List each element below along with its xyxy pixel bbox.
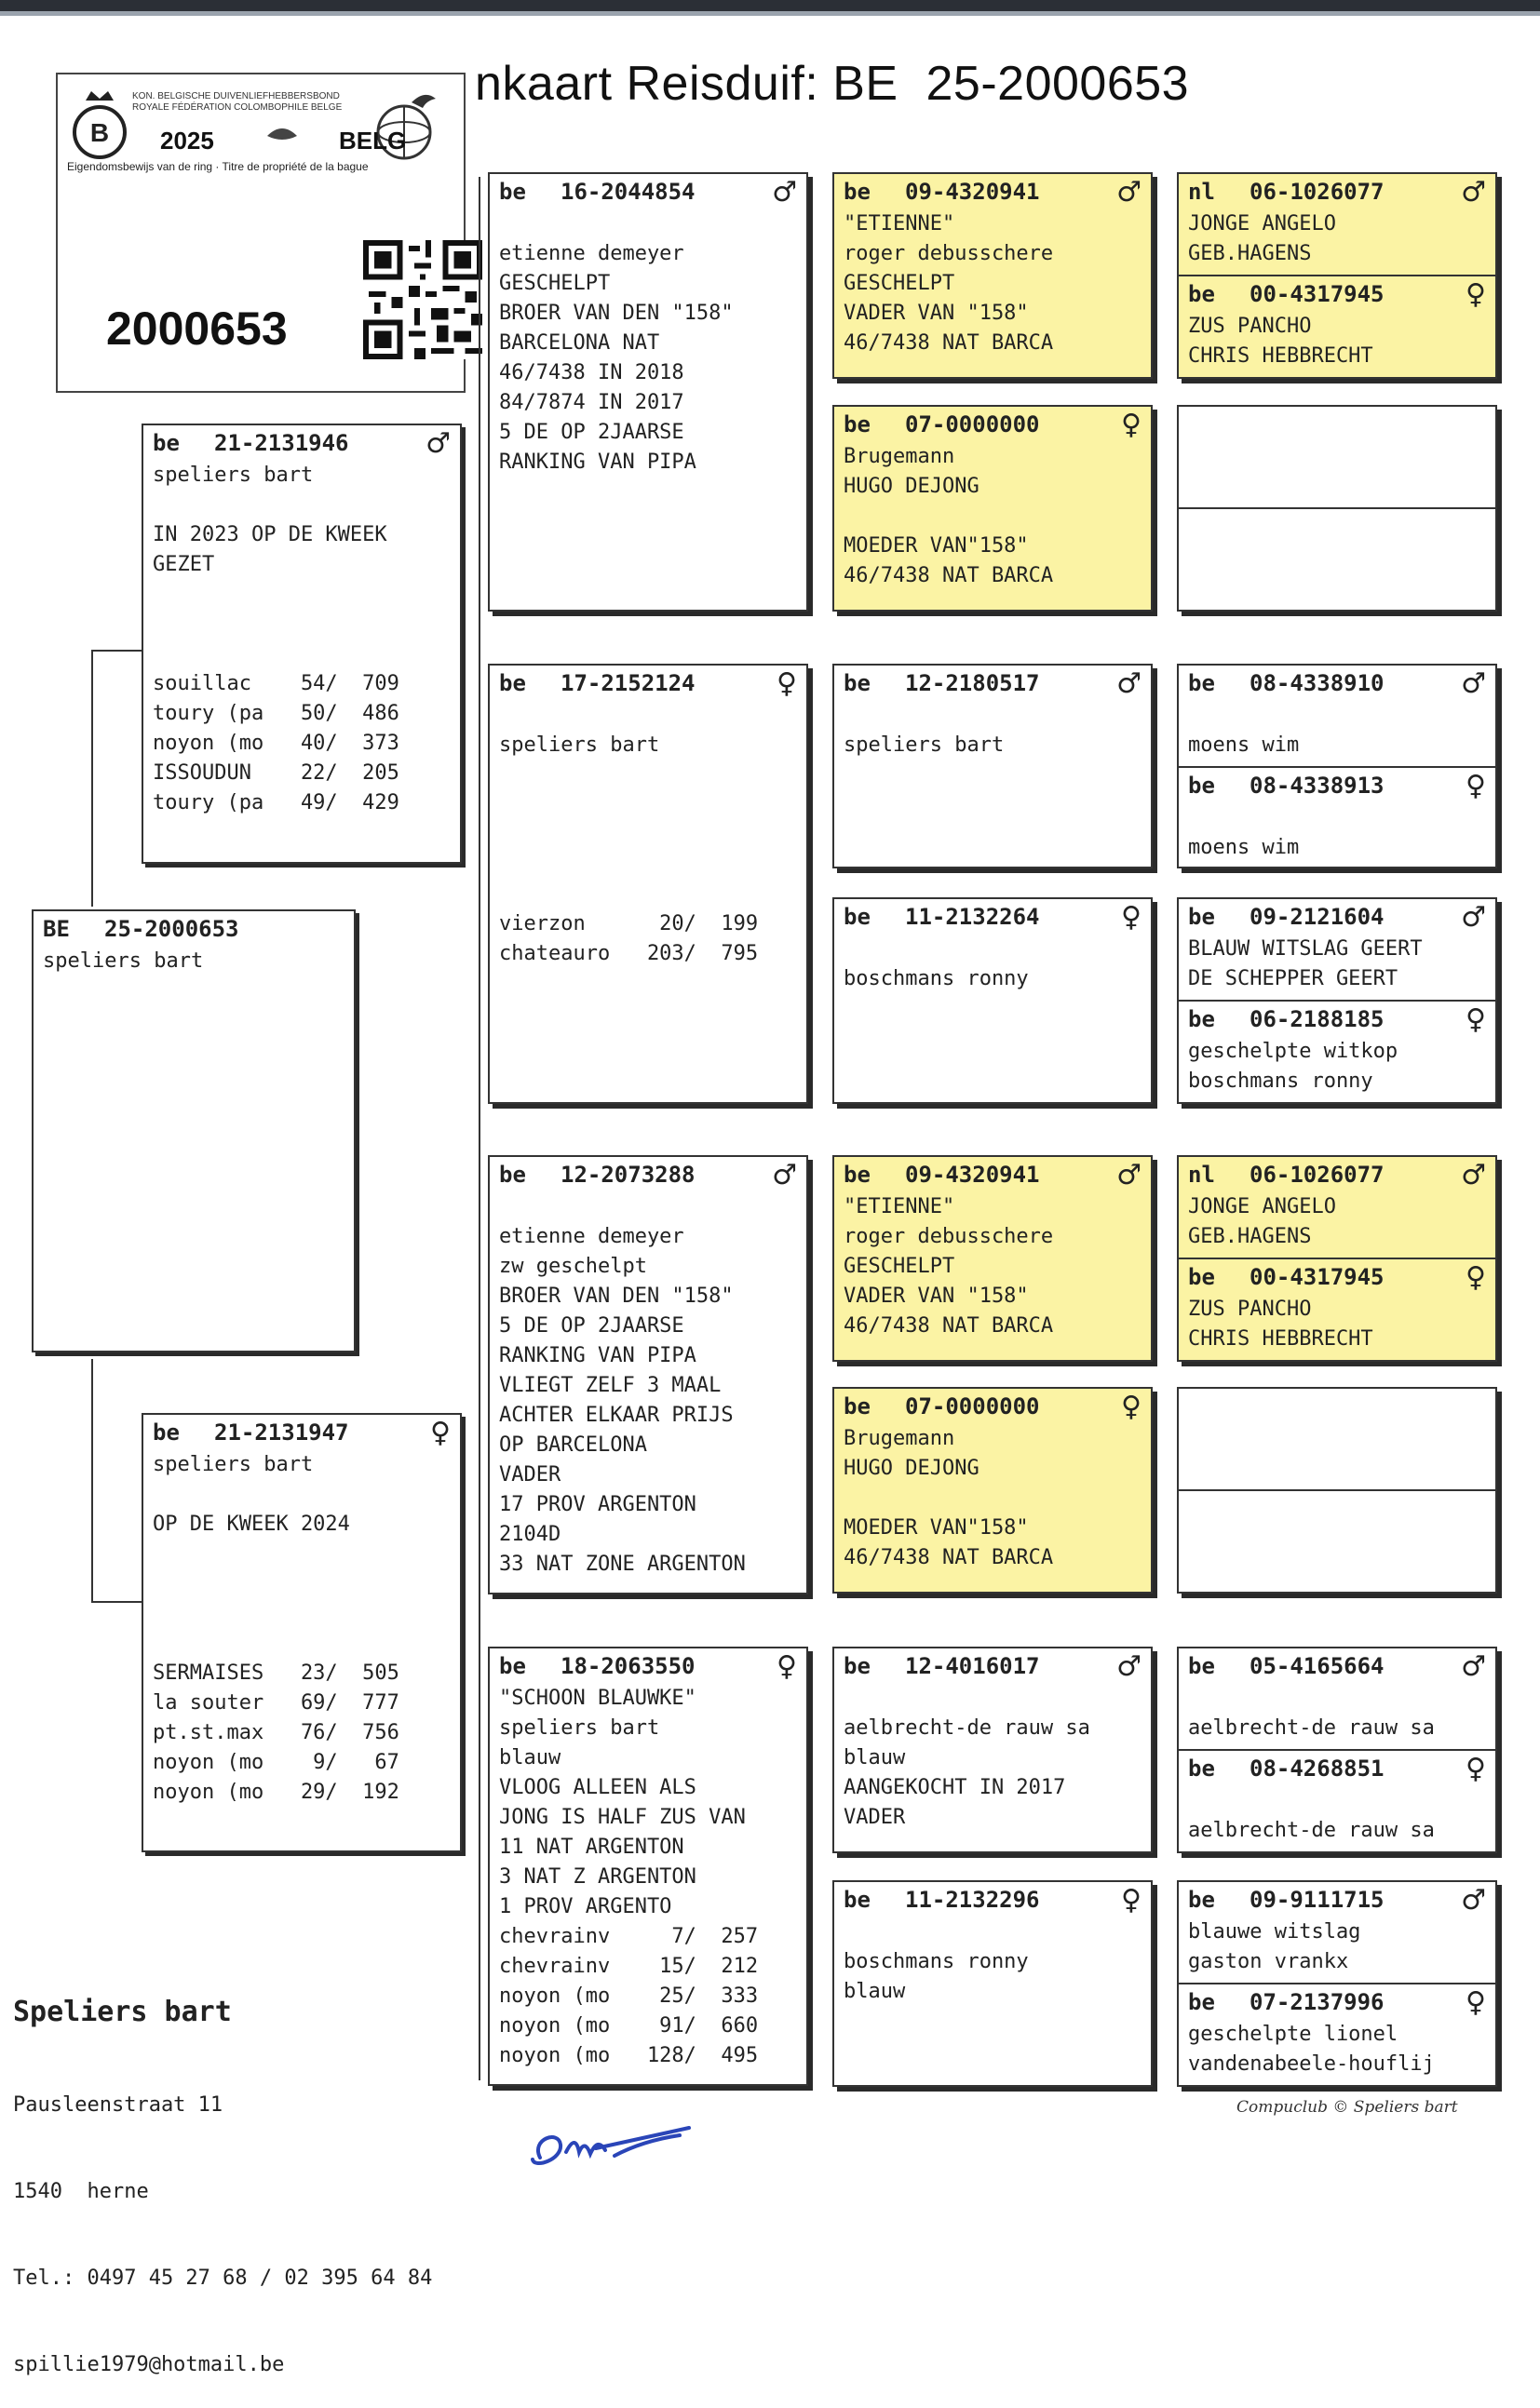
bracket-line [91,650,93,907]
ring-number: 00-4317945 [1250,1264,1385,1290]
pigeon-notes: BLAUW WITSLAG GEERT DE SCHEPPER GEERT [1188,937,1423,990]
male-symbol-icon: ♂ [1461,1883,1486,1917]
female-symbol-icon: ♀ [1466,1985,1486,2019]
pedigree-subject[interactable]: BE 25-2000653 speliers bart [32,909,356,1352]
card-ring-number: 2000653 [106,303,288,355]
pigeon-notes: JONGE ANGELO GEB.HAGENS [1188,212,1336,265]
scan-top-edge-shade [0,11,1540,16]
female-symbol-icon: ♀ [1121,1883,1141,1917]
owner-address [13,1934,432,2408]
male-symbol-icon: ♂ [1461,1649,1486,1683]
ring-number: 06-1026077 [1250,1162,1385,1188]
ancestor-pair-box[interactable]: be 09-2121604 ♂ BLAUW WITSLAG GEERT DE SCHEPPER GEERT be 06-2188185 ♀ geschelpte witkop boschmans ronny [1177,897,1497,1104]
scan-top-edge [0,0,1540,11]
female-symbol-icon: ♀ [1466,769,1486,802]
pigeon-notes: moens wim [1188,733,1300,757]
male-symbol-icon: ♂ [772,175,797,209]
male-symbol-icon: ♂ [1461,175,1486,209]
ring-number: 18-2063550 [561,1653,696,1679]
male-symbol-icon: ♂ [1116,1649,1141,1683]
bracket-line [479,1150,480,2080]
pigeon-notes: geschelpte witkop boschmans ronny [1188,1040,1398,1093]
ring-number: 16-2044854 [561,179,696,205]
ring-number: 12-2073288 [561,1162,696,1188]
pigeon-notes: speliers bart vierzon 20/ 199 chateauro 203/ 795 [499,733,759,965]
qr-code-icon [363,240,482,359]
ring-ownership-card [56,73,466,393]
great-grandparent-box[interactable]: be 12-2180517 ♂ speliers bart [832,664,1153,868]
ring-number: 12-2180517 [905,670,1040,696]
ring-number: 25-2000653 [104,916,239,942]
ancestor-pair-box-empty[interactable] [1177,405,1497,612]
pigeon-notes: speliers bart [43,949,204,973]
pigeon-notes: "ETIENNE" roger debusschere GESCHELPT VADER VAN "158" 46/7438 NAT BARCA [844,1195,1054,1338]
ring-number: 21-2131947 [214,1419,349,1446]
female-symbol-icon: ♀ [1121,900,1141,934]
signature-icon [521,2111,708,2175]
bracket-line [91,1601,142,1603]
grandparent-box[interactable]: be 12-2073288 ♂ etienne demeyer zw geschelpt BROER VAN DEN "158" 5 DE OP 2JAARSE RANKING VAN PIPA VLIEGT ZELF 3 MAAL ACHTER ELKAAR PRIJS OP BARCELONA VADER 17 PROV ARGENTON 2104D 33 NAT ZONE ARGENTON [488,1155,808,1594]
ring-number: 12-4016017 [905,1653,1040,1679]
ring-number: 11-2132296 [905,1887,1040,1913]
federation-name: KON. BELGISCHE DUIVENLIEFHEBBERSBOND ROYALE FÉDÉRATION COLOMBOPHILE BELGE [132,91,343,113]
ancestor-pair-box[interactable]: be 09-9111715 ♂ blauwe witslag gaston vrankx be 07-2137996 ♀ geschelpte lionel vandenabeele-houflij [1177,1880,1497,2087]
pigeon-notes: ZUS PANCHO CHRIS HEBBRECHT [1188,315,1373,368]
pigeon-notes: etienne demeyer GESCHELPT BROER VAN DEN "158" BARCELONA NAT 46/7438 IN 2018 84/7874 IN 2017 5 DE OP 2JAARSE RANKING VAN PIPA [499,242,734,474]
female-symbol-icon: ♀ [430,1416,451,1449]
pedigree-dam[interactable]: be 21-2131947 ♀ speliers bart OP DE KWEEK 2024 SERMAISES 23/ 505 la souter 69/ 777 pt.st.max 76/ 756 noyon (mo 9/ 67 noyon (mo 29/ 192 [142,1413,462,1852]
pigeon-notes: ZUS PANCHO CHRIS HEBBRECHT [1188,1298,1373,1351]
ancestor-pair-box[interactable]: be 08-4338910 ♂ moens wim be 08-4338913 ♀ moens wim [1177,664,1497,868]
ancestor-pair-box[interactable]: nl 06-1026077 ♂ JONGE ANGELO GEB.HAGENS be 00-4317945 ♀ ZUS PANCHO CHRIS HEBBRECHT [1177,1155,1497,1362]
pigeon-notes: boschmans ronny blauw [844,1950,1029,2003]
pigeon-notes: "SCHOON BLAUWKE" speliers bart blauw VLOOG ALLEEN ALS JONG IS HALF ZUS VAN 11 NAT ARGENTON 3 NAT Z ARGENTON 1 PROV ARGENTO chevrainv 7/ 257 chevrainv 15/ 212 noyon (mo 25/ 333 noyon (mo 91/ 660 noyon (mo 128/ 495 [499,1687,759,2067]
footer-credit: Compuclub © Speliers bart [1236,2098,1458,2117]
ring-number: 09-9111715 [1250,1887,1385,1913]
ownership-text: Eigendomsbewijs van de ring · Titre de propriété de la bague [67,160,369,173]
ring-number: 05-4165664 [1250,1653,1385,1679]
ring-number: 21-2131946 [214,430,349,456]
female-symbol-icon: ♀ [1466,1002,1486,1036]
pigeon-notes: JONGE ANGELO GEB.HAGENS [1188,1195,1336,1248]
pigeon-notes: "ETIENNE" roger debusschere GESCHELPT VADER VAN "158" 46/7438 NAT BARCA [844,212,1054,355]
card-year: 2025 [160,127,214,155]
pigeon-notes: aelbrecht-de rauw sa [1188,1819,1435,1842]
ring-number: 09-4320941 [905,1162,1040,1188]
owner-street: Pausleenstraat 11 [13,2093,223,2117]
male-symbol-icon: ♂ [772,1158,797,1191]
ring-number: 11-2132264 [905,904,1040,930]
bracket-line [91,650,142,652]
great-grandparent-box[interactable]: be 09-4320941 ♂ "ETIENNE" roger debusschere GESCHELPT VADER VAN "158" 46/7438 NAT BARCA [832,172,1153,379]
ring-number: 07-2137996 [1250,1989,1385,2015]
male-symbol-icon: ♂ [1116,666,1141,700]
pigeon-notes: aelbrecht-de rauw sa blauw AANGEKOCHT IN 2017 VADER [844,1716,1090,1829]
bracket-line [91,1359,93,1603]
owner-city: 1540 herne [13,2180,149,2203]
pigeon-notes: boschmans ronny [844,967,1029,990]
pigeon-notes: blauwe witslag gaston vrankx [1188,1920,1361,1973]
great-grandparent-box[interactable]: be 12-4016017 ♂ aelbrecht-de rauw sa blauw AANGEKOCHT IN 2017 VADER [832,1647,1153,1853]
ancestor-pair-box-empty[interactable] [1177,1387,1497,1594]
grandparent-box[interactable]: be 16-2044854 ♂ etienne demeyer GESCHELPT BROER VAN DEN "158" BARCELONA NAT 46/7438 IN 2018 84/7874 IN 2017 5 DE OP 2JAARSE RANKING VAN PIPA [488,172,808,612]
ring-number: 09-4320941 [905,179,1040,205]
pedigree-sire[interactable]: be 21-2131946 ♂ speliers bart IN 2023 OP DE KWEEK GEZET souillac 54/ 709 toury (pa 50/ 486 noyon (mo 40/ 373 ISSOUDUN 22/ 205 toury (pa 49/ 429 [142,424,462,864]
great-grandparent-box[interactable]: be 11-2132264 ♀ boschmans ronny [832,897,1153,1104]
female-symbol-icon: ♀ [1466,1752,1486,1785]
ring-number: 08-4338913 [1250,773,1385,799]
grandparent-box[interactable]: be 18-2063550 ♀ "SCHOON BLAUWKE" speliers bart blauw VLOOG ALLEEN ALS JONG IS HALF ZUS VAN 11 NAT ARGENTON 3 NAT Z ARGENTON 1 PROV ARGENTO chevrainv 7/ 257 chevrainv 15/ 212 noyon (mo 25/ 333 noyon (mo 91/ 660 noyon (mo 128/ 495 [488,1647,808,2086]
ring-number: 06-2188185 [1250,1006,1385,1032]
owner-phone: Tel.: 0497 45 27 68 / 02 395 64 84 [13,2267,433,2290]
male-symbol-icon: ♂ [426,426,451,460]
great-grandparent-box[interactable]: be 07-0000000 ♀ Brugemann HUGO DEJONG MOEDER VAN"158" 46/7438 NAT BARCA [832,1387,1153,1594]
female-symbol-icon: ♀ [1121,1390,1141,1423]
ring-number: 08-4338910 [1250,670,1385,696]
svg-text:B: B [89,118,110,147]
pigeon-notes: Brugemann HUGO DEJONG MOEDER VAN"158" 46/7438 NAT BARCA [844,445,1054,587]
ancestor-pair-box[interactable]: nl 06-1026077 ♂ JONGE ANGELO GEB.HAGENS be 00-4317945 ♀ ZUS PANCHO CHRIS HEBBRECHT [1177,172,1497,379]
female-symbol-icon: ♀ [1466,1260,1486,1294]
ancestor-pair-box[interactable]: be 05-4165664 ♂ aelbrecht-de rauw sa be 08-4268851 ♀ aelbrecht-de rauw sa [1177,1647,1497,1853]
ring-number: 00-4317945 [1250,281,1385,307]
pigeon-notes: geschelpte lionel vandenabeele-houflij [1188,2023,1435,2076]
female-symbol-icon: ♀ [777,1649,797,1683]
great-grandparent-box[interactable]: be 09-4320941 ♂ "ETIENNE" roger debusschere GESCHELPT VADER VAN "158" 46/7438 NAT BARCA [832,1155,1153,1362]
ring-number: 07-0000000 [905,1393,1040,1419]
grandparent-box[interactable]: be 17-2152124 ♀ speliers bart vierzon 20/ 199 chateauro 203/ 795 [488,664,808,1104]
ring-number: 08-4268851 [1250,1756,1385,1782]
pigeon-notes: aelbrecht-de rauw sa [1188,1716,1435,1740]
pigeon-notes: moens wim [1188,836,1300,859]
card-country: BELG [339,127,407,155]
male-symbol-icon: ♂ [1461,666,1486,700]
owner-email[interactable]: spillie1979@hotmail.be [13,2353,285,2376]
pigeon-notes: speliers bart IN 2023 OP DE KWEEK GEZET souillac 54/ 709 toury (pa 50/ 486 noyon (mo 40/ 373 ISSOUDUN 22/ 205 toury (pa 49/ 429 [153,464,399,814]
ring-number: 17-2152124 [561,670,696,696]
ring-number: 07-0000000 [905,411,1040,437]
great-grandparent-box[interactable]: be 11-2132296 ♀ boschmans ronny blauw [832,1880,1153,2087]
pigeon-notes: speliers bart OP DE KWEEK 2024 SERMAISES 23/ 505 la souter 69/ 777 pt.st.max 76/ 756 noyon (mo 9/ 67 noyon (mo 29/ 192 [153,1453,399,1804]
pigeon-notes: speliers bart [844,733,1005,757]
bracket-line [479,177,480,1150]
great-grandparent-box[interactable]: be 07-0000000 ♀ Brugemann HUGO DEJONG MOEDER VAN"158" 46/7438 NAT BARCA [832,405,1153,612]
pigeon-notes: Brugemann HUGO DEJONG MOEDER VAN"158" 46/7438 NAT BARCA [844,1427,1054,1569]
page-title: nkaart Reisduif: BE 25-2000653 [475,57,1190,111]
male-symbol-icon: ♂ [1116,175,1141,209]
female-symbol-icon: ♀ [777,666,797,700]
male-symbol-icon: ♂ [1461,1158,1486,1191]
male-symbol-icon: ♂ [1116,1158,1141,1191]
ring-number: 06-1026077 [1250,179,1385,205]
female-symbol-icon: ♀ [1466,277,1486,311]
owner-name: Speliers bart [13,1996,232,2028]
male-symbol-icon: ♂ [1461,900,1486,934]
ring-number: 09-2121604 [1250,904,1385,930]
female-symbol-icon: ♀ [1121,408,1141,441]
pigeon-notes: etienne demeyer zw geschelpt BROER VAN DEN "158" 5 DE OP 2JAARSE RANKING VAN PIPA VLIEGT ZELF 3 MAAL ACHTER ELKAAR PRIJS OP BARCELONA VADER 17 PROV ARGENTON 2104D 33 NAT ZONE ARGENTON [499,1225,746,1576]
